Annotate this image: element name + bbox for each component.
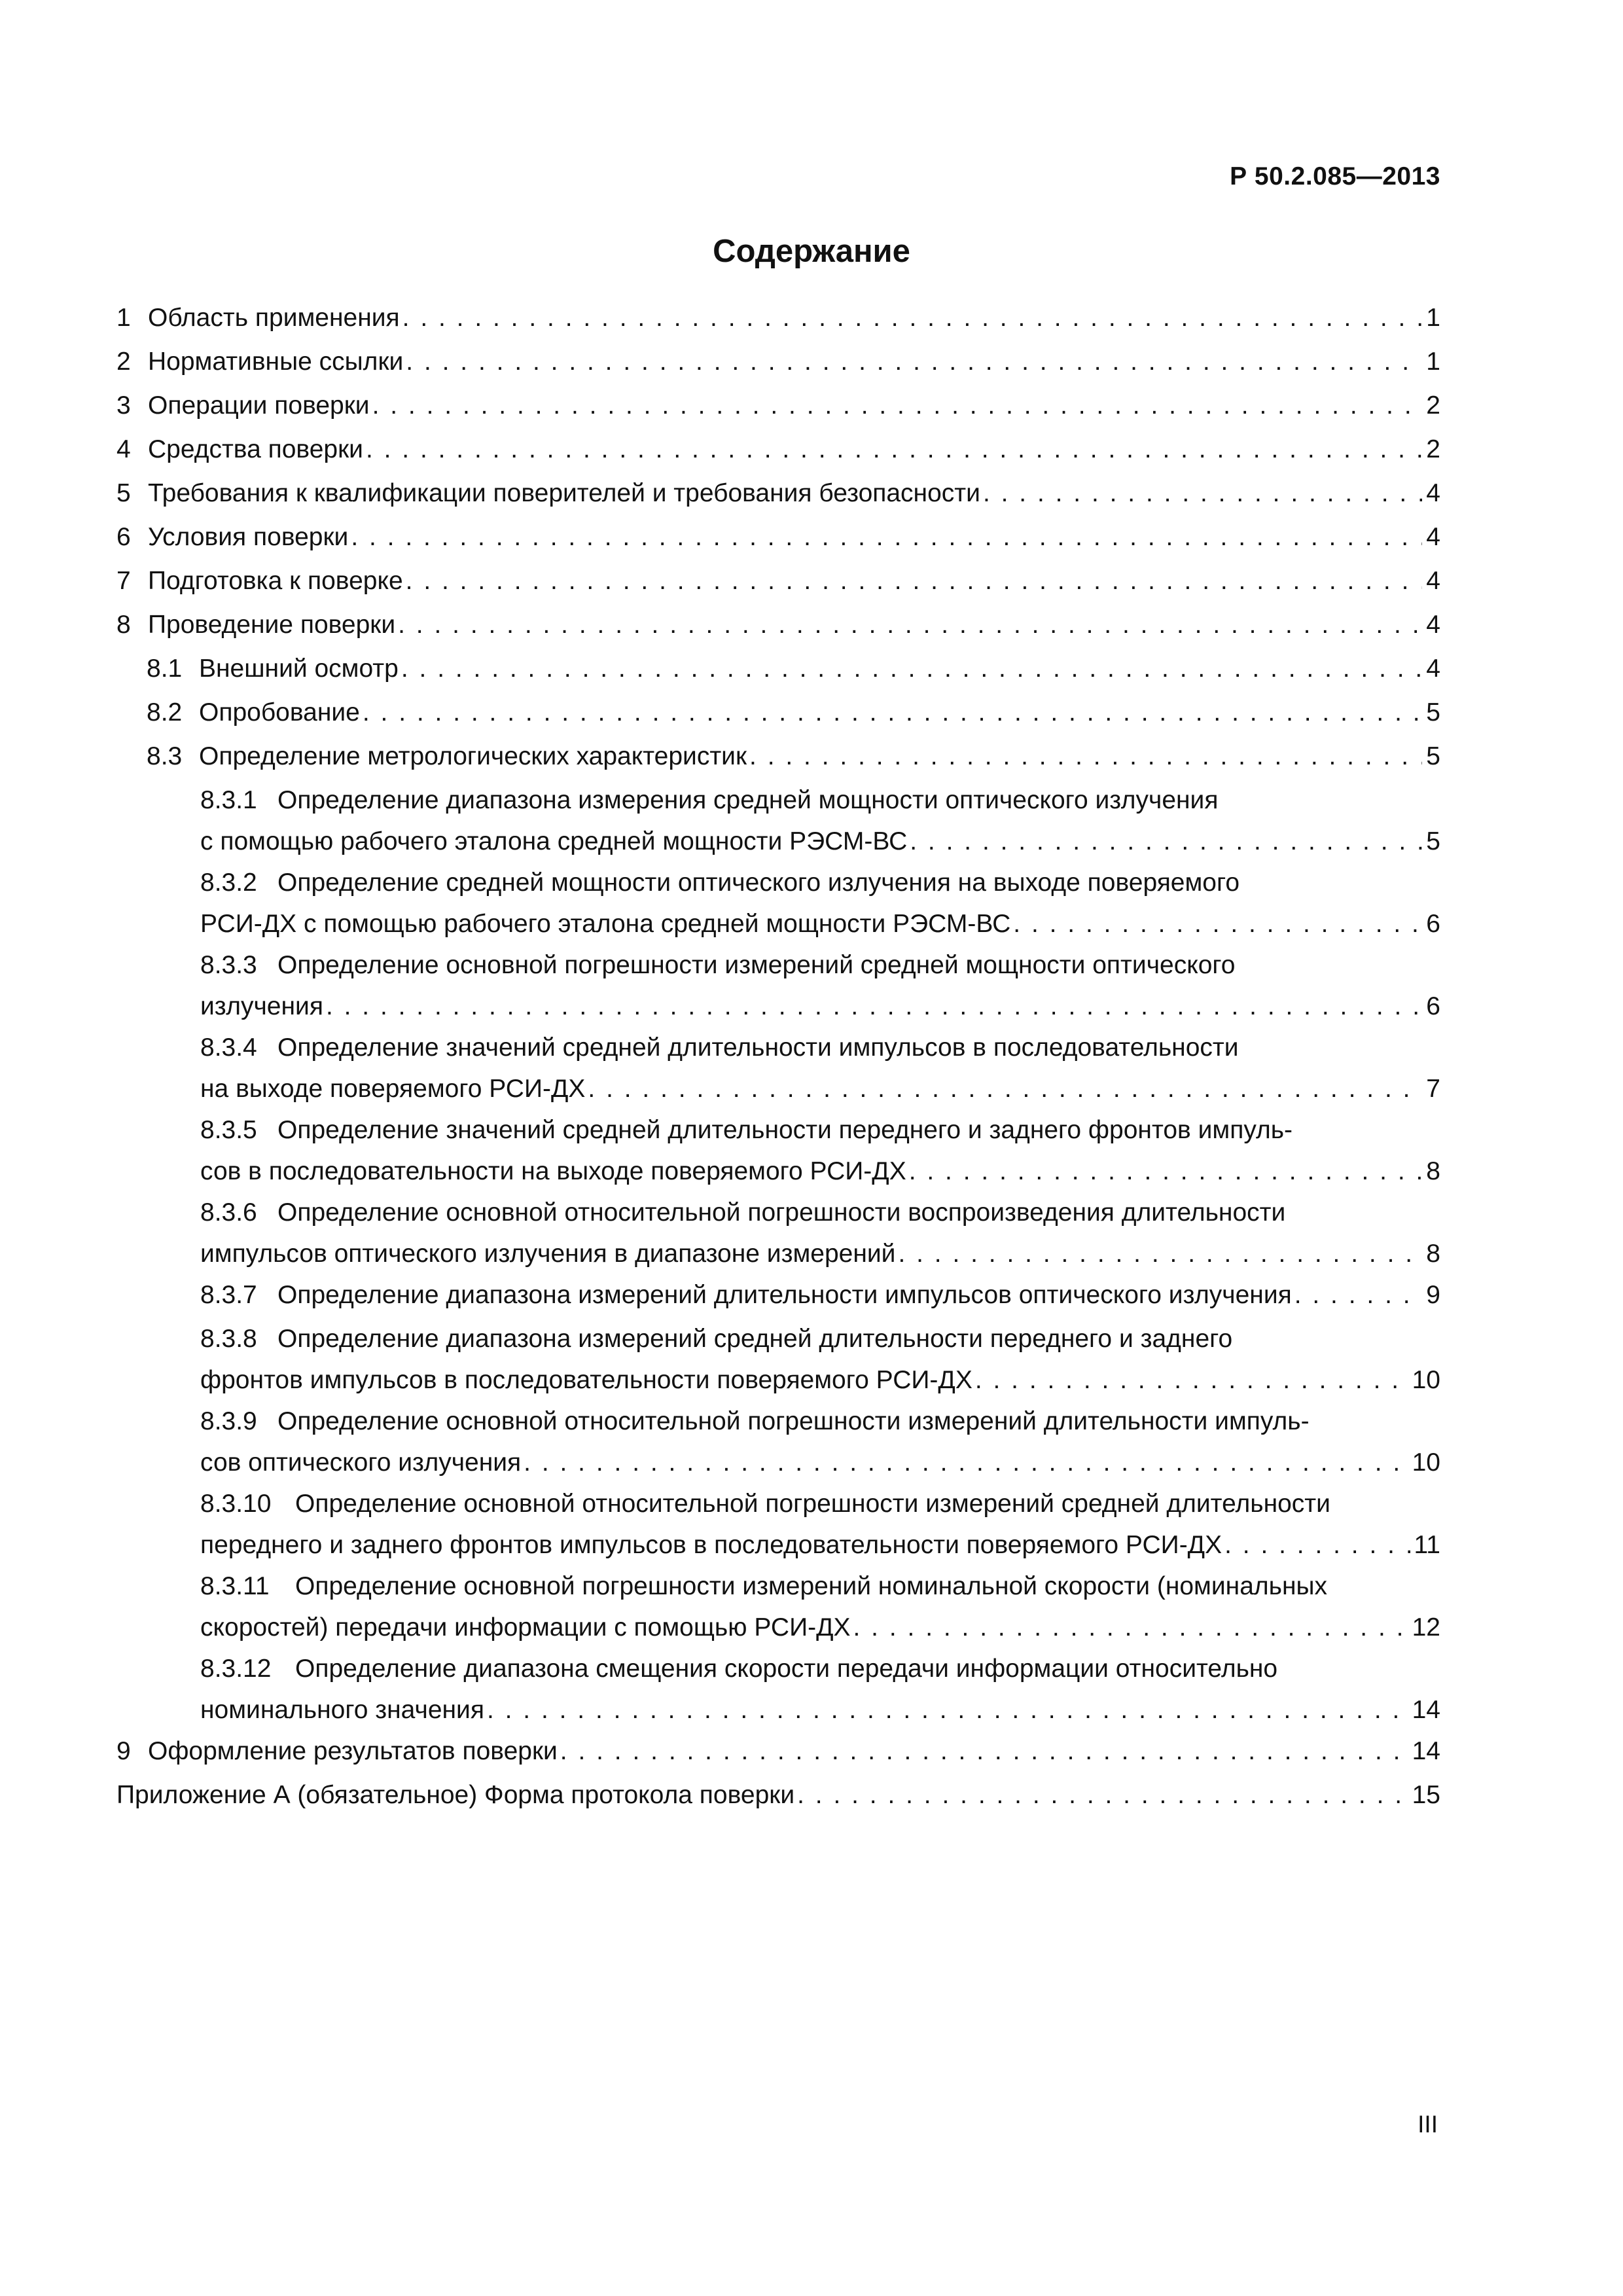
toc-entry-title: номинального значения bbox=[200, 1696, 484, 1724]
toc-entry-title: РСИ-ДХ с помощью рабочего эталона средней мощности РЭСМ-ВС bbox=[200, 910, 1011, 938]
toc-entry-number: 8.3.7 bbox=[200, 1281, 257, 1309]
toc-entry-number: 8.3.6 bbox=[200, 1198, 257, 1227]
toc-entry[interactable] bbox=[116, 435, 1440, 465]
toc-entry[interactable] bbox=[200, 1407, 1440, 1478]
toc-entry[interactable] bbox=[200, 1033, 1440, 1104]
toc-entry-number: 8.3.9 bbox=[200, 1407, 257, 1435]
toc-entry-title: Нормативные ссылки bbox=[148, 348, 404, 376]
dot-leader bbox=[487, 1695, 1408, 1725]
dot-leader bbox=[351, 522, 1422, 552]
toc-entry-title: переднего и заднего фронтов импульсов в последовательности поверяемого РСИ-ДХ bbox=[200, 1531, 1222, 1559]
dot-leader bbox=[588, 1074, 1422, 1104]
toc-entry[interactable] bbox=[147, 742, 1440, 772]
toc-entry-page: 5 bbox=[1426, 827, 1440, 855]
dot-leader bbox=[366, 435, 1422, 465]
toc-entry-number: 8.3.12 bbox=[200, 1655, 272, 1683]
toc-entry-title: фронтов импульсов в последовательности поверяемого РСИ-ДХ bbox=[200, 1366, 972, 1394]
toc-entry-title: Определение основной погрешности измерений средней мощности оптического bbox=[277, 951, 1236, 979]
toc-entry-page: 12 bbox=[1412, 1613, 1440, 1641]
toc-entry[interactable] bbox=[200, 1198, 1440, 1269]
toc-entry-page: 11 bbox=[1414, 1531, 1440, 1559]
page-number: III bbox=[1418, 2111, 1438, 2138]
toc-entry-page: 4 bbox=[1426, 655, 1440, 683]
toc-entry-page: 4 bbox=[1426, 479, 1440, 507]
toc-entry[interactable] bbox=[116, 478, 1440, 509]
toc-entry[interactable] bbox=[147, 698, 1440, 728]
toc-entry-page: 4 bbox=[1426, 523, 1440, 551]
toc-entry-number: 8 bbox=[116, 611, 131, 639]
toc-entry-title: скоростей) передачи информации с помощью РСИ-ДХ bbox=[200, 1613, 851, 1641]
toc-entry-title: Определение метрологических характеристик bbox=[199, 742, 747, 770]
toc-entry-page: 5 bbox=[1426, 698, 1440, 726]
toc-entry[interactable] bbox=[147, 654, 1440, 684]
toc-entry[interactable] bbox=[200, 1324, 1440, 1395]
toc-entry-title: Определение значений средней длительности импульсов в последовательности bbox=[277, 1033, 1239, 1062]
dot-leader bbox=[975, 1365, 1408, 1395]
toc-entry[interactable] bbox=[116, 391, 1440, 421]
toc-entry[interactable] bbox=[200, 1489, 1440, 1560]
toc-entry-number: 4 bbox=[116, 435, 131, 463]
toc-entry[interactable] bbox=[116, 1736, 1440, 1767]
toc-entry-title: сов оптического излучения bbox=[200, 1448, 522, 1477]
toc-entry-page: 8 bbox=[1426, 1157, 1440, 1185]
dot-leader bbox=[1013, 909, 1422, 939]
dot-leader bbox=[406, 347, 1422, 377]
toc-entry-title: Определение основной относительной погрешности воспроизведения длительности bbox=[277, 1198, 1286, 1227]
toc-entry-page: 1 bbox=[1426, 304, 1440, 332]
dot-leader bbox=[853, 1613, 1408, 1643]
toc-entry[interactable] bbox=[200, 868, 1440, 939]
toc-entry[interactable] bbox=[116, 1780, 1440, 1810]
toc-entry[interactable] bbox=[200, 1571, 1440, 1643]
toc-entry-number: 5 bbox=[116, 479, 131, 507]
toc-entry-page: 4 bbox=[1426, 567, 1440, 595]
toc-entry-title: Приложение А (обязательное) Форма протокола поверки bbox=[116, 1781, 795, 1809]
toc-entry-title: Определение средней мощности оптического излучения на выходе поверяемого bbox=[277, 869, 1240, 897]
dot-leader bbox=[1294, 1280, 1423, 1310]
toc-entry-title: Внешний осмотр bbox=[199, 655, 399, 683]
toc-entry[interactable] bbox=[200, 1654, 1440, 1725]
toc-entry-number: 8.3.4 bbox=[200, 1033, 257, 1062]
dot-leader bbox=[326, 992, 1422, 1022]
toc-entry-title: Определение основной погрешности измерений номинальной скорости (номинальных bbox=[295, 1572, 1328, 1600]
toc-entry-title: излучения bbox=[200, 992, 323, 1020]
toc-entry-number: 9 bbox=[116, 1737, 131, 1765]
toc-entry[interactable] bbox=[116, 610, 1440, 640]
toc-entry-page: 6 bbox=[1426, 992, 1440, 1020]
toc-entry-page: 5 bbox=[1426, 742, 1440, 770]
toc-entry-page: 10 bbox=[1412, 1448, 1440, 1477]
toc-entry-page: 14 bbox=[1412, 1696, 1440, 1724]
dot-leader bbox=[898, 1239, 1422, 1269]
toc-entry-page: 6 bbox=[1426, 910, 1440, 938]
dot-leader bbox=[560, 1736, 1408, 1767]
toc-title: Содержание bbox=[713, 234, 910, 269]
dot-leader bbox=[797, 1780, 1408, 1810]
toc-entry-number: 8.3.5 bbox=[200, 1116, 257, 1144]
dot-leader bbox=[524, 1448, 1408, 1478]
toc-entry-title: импульсов оптического излучения в диапазоне измерений bbox=[200, 1240, 896, 1268]
toc-entry-number: 7 bbox=[116, 567, 131, 595]
toc-entry-number: 8.3.11 bbox=[200, 1572, 270, 1600]
toc-entry[interactable] bbox=[200, 950, 1440, 1022]
toc-entry[interactable] bbox=[116, 566, 1440, 596]
toc-entry-page: 2 bbox=[1426, 391, 1440, 420]
toc-entry-page: 2 bbox=[1426, 435, 1440, 463]
toc-entry-title: на выходе поверяемого РСИ-ДХ bbox=[200, 1075, 586, 1103]
toc-entry-title: сов в последовательности на выходе поверяемого РСИ-ДХ bbox=[200, 1157, 906, 1185]
toc-entry-title: Условия поверки bbox=[148, 523, 349, 551]
toc-entry-page: 1 bbox=[1426, 348, 1440, 376]
document-code: Р 50.2.085—2013 bbox=[1230, 162, 1440, 190]
toc-entry-number: 2 bbox=[116, 348, 131, 376]
dot-leader bbox=[398, 610, 1422, 640]
toc-entry-title: Определение диапазона смещения скорости передачи информации относительно bbox=[295, 1655, 1278, 1683]
toc-entry-title: Опробование bbox=[199, 698, 360, 726]
toc-entry[interactable] bbox=[116, 347, 1440, 377]
toc-entry-number: 8.1 bbox=[147, 655, 183, 683]
dot-leader bbox=[372, 391, 1423, 421]
toc-entry-number: 1 bbox=[116, 304, 131, 332]
dot-leader bbox=[1224, 1530, 1410, 1560]
toc-entry-title: Определение диапазона измерений длительности импульсов оптического излучения bbox=[277, 1281, 1292, 1309]
toc-entry-title: Средства поверки bbox=[148, 435, 363, 463]
dot-leader bbox=[401, 654, 1422, 684]
toc-entry-title: Определение диапазона измерения средней мощности оптического излучения bbox=[277, 786, 1219, 814]
dot-leader bbox=[363, 698, 1422, 728]
toc-entry-page: 9 bbox=[1426, 1281, 1440, 1309]
toc-entry-page: 10 bbox=[1412, 1366, 1440, 1394]
toc-entry-number: 8.3.1 bbox=[200, 786, 257, 814]
toc-entry-title: Подготовка к поверке bbox=[148, 567, 403, 595]
toc-entry[interactable] bbox=[116, 303, 1440, 333]
toc-entry-number: 8.3.2 bbox=[200, 869, 257, 897]
toc-entry-number: 8.3.8 bbox=[200, 1325, 257, 1353]
toc-entry-number: 8.2 bbox=[147, 698, 183, 726]
toc-entry[interactable] bbox=[200, 1280, 1440, 1310]
dot-leader bbox=[983, 478, 1422, 509]
toc-entry-number: 3 bbox=[116, 391, 131, 420]
dot-leader bbox=[910, 827, 1422, 857]
toc-entry-title: Область применения bbox=[148, 304, 400, 332]
toc-entry[interactable] bbox=[200, 785, 1440, 857]
toc-entry-title: Определение значений средней длительности переднего и заднего фронтов импуль- bbox=[277, 1116, 1293, 1144]
toc-entry-title: Операции поверки bbox=[148, 391, 370, 420]
dot-leader bbox=[749, 742, 1422, 772]
toc-entry-page: 14 bbox=[1412, 1737, 1440, 1765]
toc-entry-number: 8.3.3 bbox=[200, 951, 257, 979]
dot-leader bbox=[402, 303, 1423, 333]
toc-entry-page: 4 bbox=[1426, 611, 1440, 639]
toc-entry-title: Определение основной относительной погрешности измерений длительности импуль- bbox=[277, 1407, 1310, 1435]
toc-entry-title: Оформление результатов поверки bbox=[148, 1737, 558, 1765]
toc-entry-number: 8.3.10 bbox=[200, 1490, 272, 1518]
toc-entry-title: Определение основной относительной погрешности измерений средней длительности bbox=[295, 1490, 1330, 1518]
toc-entry-title: Определение диапазона измерений средней длительности переднего и заднего bbox=[277, 1325, 1233, 1353]
toc-entry-page: 8 bbox=[1426, 1240, 1440, 1268]
toc-entry-number: 6 bbox=[116, 523, 131, 551]
toc-entry[interactable] bbox=[116, 522, 1440, 552]
toc-entry-title: Требования к квалификации поверителей и требования безопасности bbox=[148, 479, 980, 507]
dot-leader bbox=[909, 1157, 1423, 1187]
toc-entry-title: Проведение поверки bbox=[148, 611, 396, 639]
dot-leader bbox=[406, 566, 1423, 596]
toc-entry-number: 8.3 bbox=[147, 742, 183, 770]
toc-entry[interactable] bbox=[200, 1115, 1440, 1187]
toc-entry-page: 7 bbox=[1426, 1075, 1440, 1103]
toc-entry-page: 15 bbox=[1412, 1781, 1440, 1809]
toc-entry-title: с помощью рабочего эталона средней мощности РЭСМ-ВС bbox=[200, 827, 908, 855]
